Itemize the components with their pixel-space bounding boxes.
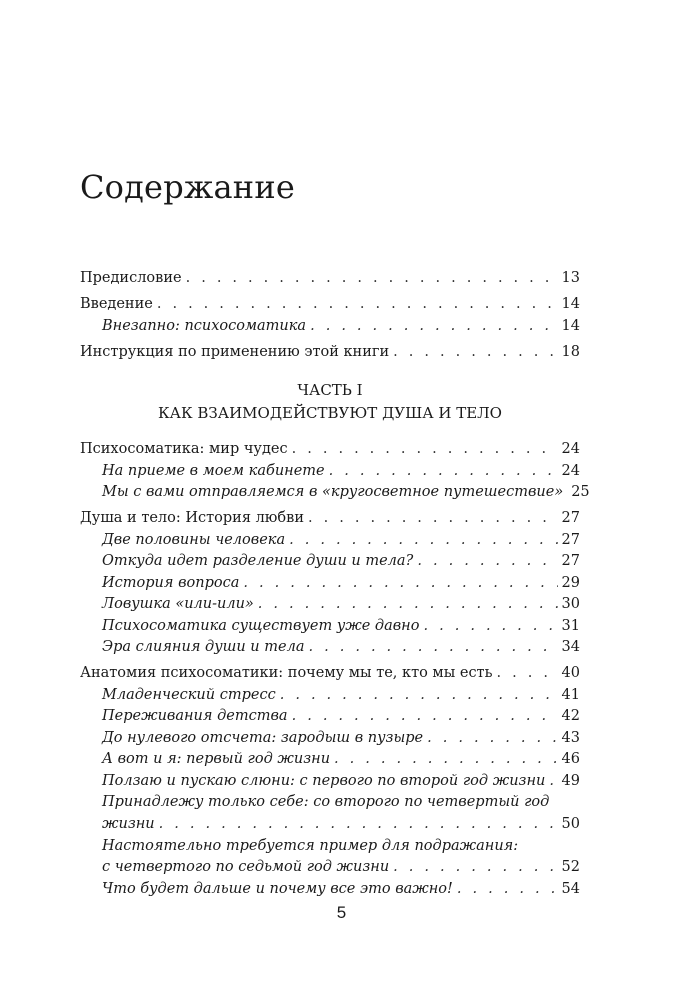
toc-entry-label: Внезапно: психосоматика	[102, 318, 307, 334]
dot-leader	[393, 856, 557, 878]
toc-subentry	[102, 770, 580, 792]
toc-entry-label: Две половины человека	[102, 532, 286, 548]
toc-entry-label: Младенческий стресс	[102, 687, 276, 703]
toc-entry-label: Мы с вами отправляемся в «кругосветное путешествие»	[102, 484, 564, 500]
page-title: Содержание	[80, 168, 295, 206]
toc-subentry	[102, 705, 580, 727]
toc-subentry	[102, 593, 580, 615]
toc-entry-label: Переживания детства	[102, 708, 288, 724]
toc-entry-page: 24	[561, 441, 580, 457]
toc-subentry	[102, 529, 580, 551]
part-number: ЧАСТЬ I	[297, 381, 363, 399]
toc-entry-label: Предисловие	[80, 270, 182, 286]
toc-entry-page: 54	[561, 881, 580, 897]
dot-leader	[292, 438, 558, 460]
toc-entry-page: 31	[561, 618, 580, 634]
dot-leader	[393, 341, 557, 363]
toc-subentry	[102, 727, 580, 749]
toc-subentry	[102, 615, 580, 637]
dot-leader	[186, 267, 558, 289]
toc-entry	[80, 293, 580, 315]
dot-leader	[334, 748, 558, 770]
dot-leader	[308, 636, 557, 658]
toc-subentry	[102, 748, 580, 770]
toc-entry-page: 24	[561, 463, 580, 479]
dot-leader	[423, 615, 557, 637]
toc-entry-page: 27	[561, 510, 580, 526]
toc-entry-label: Психосоматика: мир чудес	[80, 441, 288, 457]
toc-entry-page: 25	[571, 484, 590, 500]
toc-entry-page: 46	[561, 751, 580, 767]
toc-subentry-line1: Принадлежу только себе: со второго по четвертый год	[102, 794, 550, 810]
toc-entry-label: Душа и тело: История любви	[80, 510, 304, 526]
toc-entry	[80, 267, 580, 289]
dot-leader	[496, 662, 557, 684]
toc-entry-page: 50	[561, 816, 580, 832]
toc-subentry	[102, 813, 580, 835]
toc-entry	[80, 438, 580, 460]
toc-entry-label: На приеме в моем кабинете	[102, 463, 325, 479]
toc-entry-label: Анатомия психосоматики: почему мы те, кто мы есть	[80, 665, 493, 681]
dot-leader	[308, 507, 558, 529]
toc-entry-page: 41	[561, 687, 580, 703]
toc-entry-page: 40	[561, 665, 580, 681]
toc-entry-label: Психосоматика существует уже давно	[102, 618, 420, 634]
toc-entry-page: 34	[561, 639, 580, 655]
toc-entry-page: 52	[561, 859, 580, 875]
toc-entry-label: жизни	[102, 816, 155, 832]
toc-entry	[80, 341, 580, 363]
toc-entry-page: 42	[561, 708, 580, 724]
toc-entry-label: История вопроса	[102, 575, 240, 591]
page-number: 5	[336, 903, 347, 922]
toc-subentry	[102, 878, 580, 900]
toc-entry-label: Ползаю и пускаю слюни: с первого по второй год жизни	[102, 773, 546, 789]
toc-subentry	[102, 856, 580, 878]
dot-leader	[280, 684, 558, 706]
dot-leader	[310, 315, 557, 337]
toc-entry-label: Инструкция по применению этой книги	[80, 344, 390, 360]
toc-entry-page: 49	[561, 773, 580, 789]
toc-subentry	[102, 636, 580, 658]
dot-leader	[417, 550, 557, 572]
dot-leader	[427, 727, 557, 749]
toc-entry-page: 14	[561, 318, 580, 334]
dot-leader	[292, 705, 558, 727]
toc-entry-page: 18	[561, 344, 580, 360]
dot-leader	[243, 572, 557, 594]
dot-leader	[289, 529, 557, 551]
toc-subentry	[102, 315, 580, 337]
toc-entry-page: 29	[561, 575, 580, 591]
toc-entry	[80, 507, 580, 529]
toc-entry	[80, 662, 580, 684]
toc-entry-page: 27	[561, 553, 580, 569]
toc-entry-label: Что будет дальше и почему все это важно!	[102, 881, 453, 897]
toc-entry-page: 27	[561, 532, 580, 548]
toc-entry-label: Введение	[80, 296, 153, 312]
toc-subentry	[102, 550, 580, 572]
toc-subentry	[102, 684, 580, 706]
toc-entry-page: 13	[561, 270, 580, 286]
dot-leader	[549, 770, 557, 792]
toc-entry-label: Откуда идет разделение души и тела?	[102, 553, 414, 569]
dot-leader	[329, 460, 558, 482]
toc-subentry-line1: Настоятельно требуется пример для подражания:	[102, 838, 519, 854]
dot-leader	[457, 878, 558, 900]
toc-entry-label: До нулевого отсчета: зародыш в пузыре	[102, 730, 424, 746]
toc-entry-label: с четвертого по седьмой год жизни	[102, 859, 390, 875]
toc-subentry	[102, 460, 580, 482]
toc-entry-page: 14	[561, 296, 580, 312]
toc-entry-label: А вот и я: первый год жизни	[102, 751, 331, 767]
dot-leader	[159, 813, 558, 835]
toc-subentry	[102, 572, 580, 594]
toc-entry-page: 43	[561, 730, 580, 746]
dot-leader	[258, 593, 558, 615]
toc-subentry	[102, 481, 590, 503]
toc-entry-page: 30	[561, 596, 580, 612]
dot-leader	[157, 293, 558, 315]
toc-entry-label: Эра слияния души и тела	[102, 639, 305, 655]
toc-entry-label: Ловушка «или-или»	[102, 596, 254, 612]
part-title: КАК ВЗАИМОДЕЙСТВУЮТ ДУША И ТЕЛО	[158, 404, 502, 422]
